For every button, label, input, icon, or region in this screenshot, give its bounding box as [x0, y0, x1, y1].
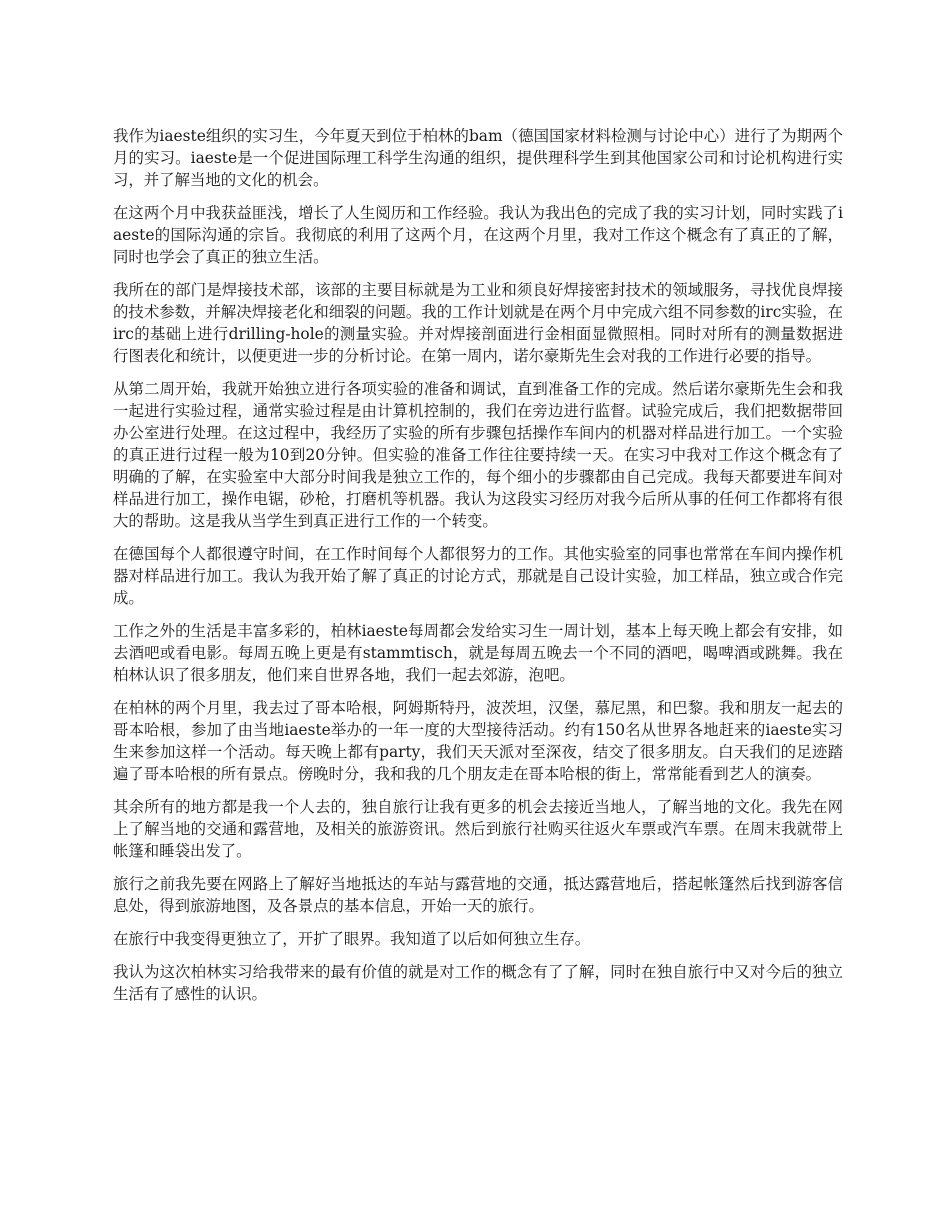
paragraph-1: 我作为iaeste组织的实习生，今年夏天到位于柏林的bam（德国国家材料检测与讨论中心）进行了为期两个月的实习。iaeste是一个促进国际理工科学生沟通的组织，提供理科学生到其他国家公司和讨论机构进行实习，并了解当地的文化的机会。 [113, 127, 843, 189]
document-body [113, 125, 843, 1016]
paragraph-7: 在柏林的两个月里，我去过了哥本哈根，阿姆斯特丹，波茨坦，汉堡，慕尼黑，和巴黎。我和朋友一起去的哥本哈根，参加了由当地iaeste举办的一年一度的大型接待活动。约有150名从世界各地赶来的iaeste实习生来参加这样一个活动。每天晚上都有party，我们天天派对至深夜，结交了很多朋友。白天我们的足迹踏遍了哥本哈根的所有景点。傍晚时分，我和我的几个朋友走在哥本哈根的街上，常常能看到艺人的演奏。 [113, 699, 843, 783]
paragraph-6: 工作之外的生活是丰富多彩的，柏林iaeste每周都会发给实习生一周计划，基本上每天晚上都会有安排，如去酒吧或看电影。每周五晚上更是有stammtisch，就是每周五晚去一个不同的酒吧，喝啤酒或跳舞。我在柏林认识了很多朋友，他们来自世界各地，我们一起去郊游，泡吧。 [113, 622, 843, 684]
paragraph-4: 从第二周开始，我就开始独立进行各项实验的准备和调试，直到准备工作的完成。然后诺尔豪斯先生会和我一起进行实验过程，通常实验过程是由计算机控制的，我们在旁边进行监督。试验完成后，我们把数据带回办公室进行处理。在这过程中，我经历了实验的所有步骤包括操作车间内的机器对样品进行加工。一个实验的真正进行过程一般为10到20分钟。但实验的准备工作往往要持续一天。在实习中我对工作这个概念有了明确的了解，在实验室中大部分时间我是独立工作的，每个细小的步骤都由自己完成。我每天都要进车间对样品进行加工，操作电锯，砂枪，打磨机等机器。我认为这段实习经历对我今后所从事的任何工作都将有很大的帮助。这是我从当学生到真正进行工作的一个转变。 [113, 380, 843, 530]
paragraph-2: 在这两个月中我获益匪浅，增长了人生阅历和工作经验。我认为我出色的完成了我的实习计划，同时实践了iaeste的国际沟通的宗旨。我彻底的利用了这两个月，在这两个月里，我对工作这个概念有了真正的了解，同时也学会了真正的独立生活。 [113, 204, 843, 266]
paragraph-3: 我所在的部门是焊接技术部，该部的主要目标就是为工业和须良好焊接密封技术的领域服务，寻找优良焊接的技术参数，并解决焊接老化和细裂的问题。我的工作计划就是在两个月中完成六组不同参数的irc实验，在irc的基础上进行drilling-hole的测量实验。并对焊接剖面进行金相面显微照相。同时对所有的测量数据进行图表化和统计，以便更进一步的分析讨论。在第一周内，诺尔豪斯先生会对我的工作进行必要的指导。 [113, 281, 843, 365]
paragraph-5: 在德国每个人都很遵守时间，在工作时间每个人都很努力的工作。其他实验室的同事也常常在车间内操作机器对样品进行加工。我认为我开始了解了真正的讨论方式，那就是自己设计实验，加工样品，独立或合作完成。 [113, 545, 843, 607]
paragraph-8: 其余所有的地方都是我一个人去的，独自旅行让我有更多的机会去接近当地人，了解当地的文化。我先在网上了解当地的交通和露营地，及相关的旅游资讯。然后到旅行社购买往返火车票或汽车票。在周末我就带上帐篷和睡袋出发了。 [113, 798, 843, 860]
paragraph-11: 我认为这次柏林实习给我带来的最有价值的就是对工作的概念有了了解，同时在独自旅行中又对今后的独立生活有了感性的认识。 [113, 963, 843, 1003]
paragraph-9: 旅行之前我先要在网路上了解好当地抵达的车站与露营地的交通，抵达露营地后，搭起帐篷然后找到游客信息处，得到旅游地图，及各景点的基本信息，开始一天的旅行。 [113, 875, 843, 915]
paragraph-10: 在旅行中我变得更独立了，开扩了眼界。我知道了以后如何独立生存。 [113, 930, 591, 948]
